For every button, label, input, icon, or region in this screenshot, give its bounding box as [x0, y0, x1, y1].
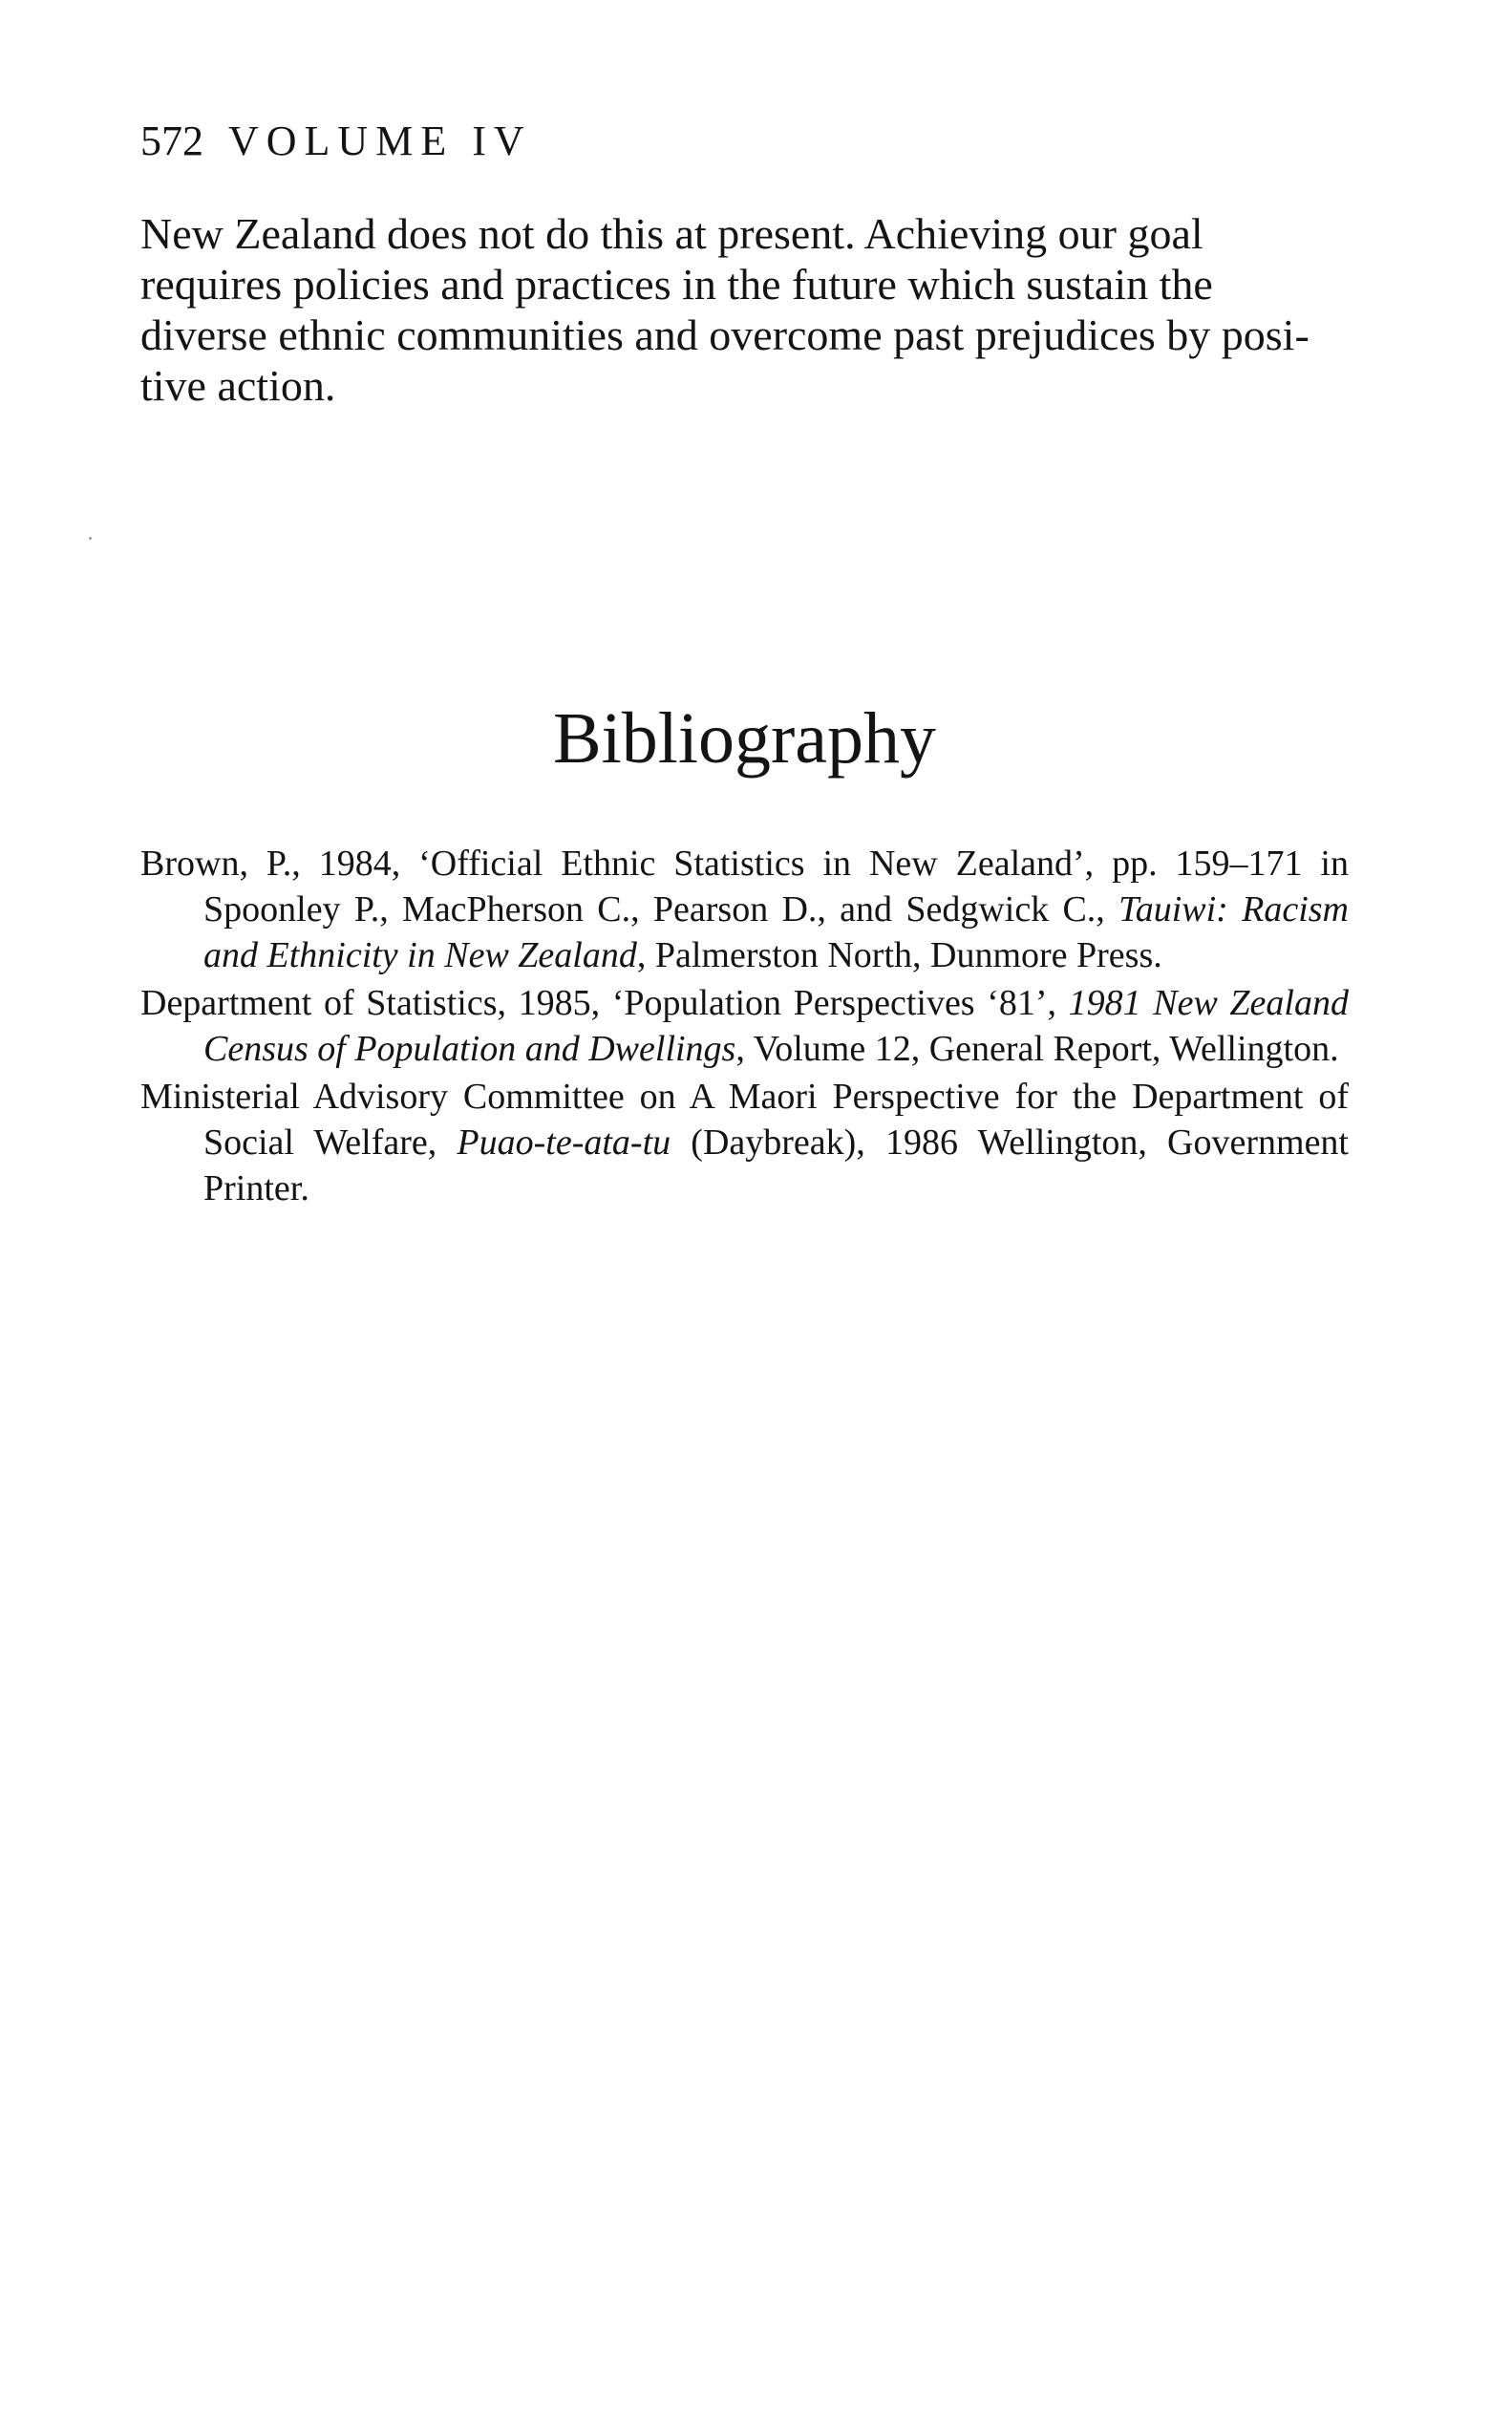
entry-text: (Daybreak), 1986 Wellington, Government Printer.: [203, 1122, 1349, 1208]
entry-title: Tauiwi: Racism and Ethnicity in New Zealand: [203, 889, 1349, 975]
volume-title: VOLUME IV: [228, 118, 532, 164]
bibliography-entry: [140, 841, 1349, 978]
page-number: 572: [140, 118, 203, 164]
entry-text: Department of Statistics, 1985, ‘Population Perspectives ‘81’,: [140, 983, 1069, 1023]
bibliography-entry: [140, 980, 1349, 1072]
entry-text: Ministerial Advisory Committee on A Maori Perspective for the Department of Social Welfare,: [140, 1077, 1349, 1163]
running-head: [140, 117, 532, 166]
bibliography-entry: [140, 1074, 1349, 1211]
bibliography-list: [140, 841, 1349, 1213]
entry-text: , Palmerston North, Dunmore Press.: [636, 935, 1162, 975]
entry-title: 1981 New Zealand Census of Population and Dwellings: [203, 983, 1349, 1069]
entry-title: Puao-te-ata-tu: [457, 1122, 671, 1163]
scan-speck: [89, 537, 92, 540]
document-page: [140, 0, 1349, 2415]
closing-paragraph: New Zealand does not do this at present. Achieving our goal requires policies and practices in the future which sustain the diverse ethnic communities and overcome past prejudices by posi- tive action.: [140, 209, 1310, 410]
bibliography-heading: Bibliography: [552, 698, 937, 779]
entry-text: , Volume 12, General Report, Wellington.: [735, 1029, 1339, 1069]
entry-text: Brown, P., 1984, ‘Official Ethnic Statistics in New Zealand’, pp. 159–171 in Spoonley P., MacPherson C., Pearson D., and Sedgwick C.,: [140, 844, 1349, 930]
